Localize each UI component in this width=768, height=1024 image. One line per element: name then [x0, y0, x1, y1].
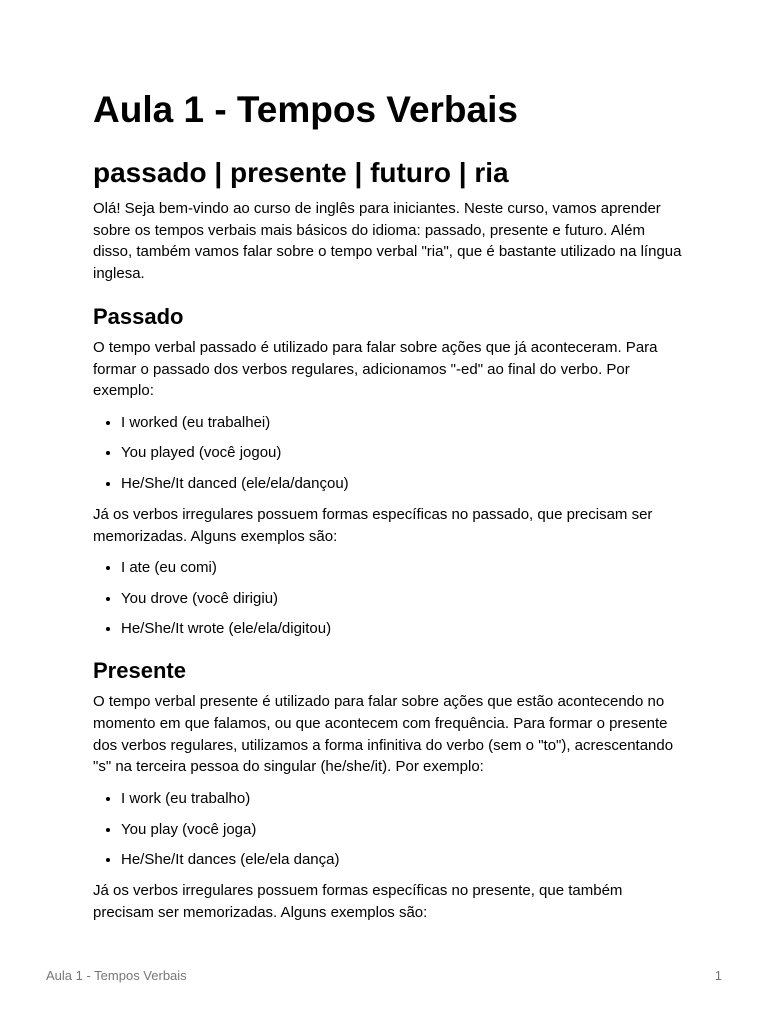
footer-page-number: 1: [714, 968, 722, 983]
list-item: • I work (eu trabalho): [121, 788, 683, 809]
list-item: • I worked (eu trabalhei): [121, 412, 683, 433]
intro-paragraph: Olá! Seja bem-vindo ao curso de inglês para iniciantes. Neste curso, vamos aprender sobre os tempos verbais mais básicos do idioma: passado, presente e futuro. Além disso, também vamos falar sobre o tempo verbal "ria", que é bastante utilizado na língua inglesa.: [93, 200, 682, 283]
presente-regular-list: [93, 788, 683, 870]
list-item: • You played (você jogou): [121, 442, 683, 463]
list-item: • He/She/It wrote (ele/ela/digitou): [121, 618, 683, 639]
list-item: • I ate (eu comi): [121, 557, 683, 578]
footer-title: Aula 1 - Tempos Verbais: [46, 968, 187, 983]
presente-paragraph-2: Já os verbos irregulares possuem formas específicas no presente, que também precisam ser memorizadas. Alguns exemplos são:: [93, 882, 623, 921]
passado-regular-list: [93, 412, 683, 494]
section-heading-passado: Passado: [93, 303, 184, 329]
list-item: • He/She/It dances (ele/ela dança): [121, 849, 683, 870]
passado-paragraph-1: O tempo verbal passado é utilizado para falar sobre ações que já aconteceram. Para formar o passado dos verbos regulares, adicionamos "-ed" ao final do verbo. Por exemplo:: [93, 338, 658, 400]
section-heading-presente: Presente: [93, 658, 186, 684]
page-title: Aula 1 - Tempos Verbais: [93, 89, 518, 130]
passado-irregular-list: [93, 557, 683, 639]
page-subtitle: passado | presente | futuro | ria: [93, 157, 509, 188]
list-item: • You drove (você dirigiu): [121, 588, 683, 609]
list-item: • He/She/It danced (ele/ela/dançou): [121, 473, 683, 494]
presente-paragraph-1: O tempo verbal presente é utilizado para falar sobre ações que estão acontecendo no momento em que falamos, ou que acontecem com frequência. Para formar o presente dos verbos regulares, utilizamos a forma infinitiva do verbo (sem o "to"), acrescentando "s" na terceira pessoa do singular (he/she/it). Por exemplo:: [93, 693, 674, 776]
page-content: [93, 88, 683, 932]
list-item: • You play (você joga): [121, 819, 683, 840]
passado-paragraph-2: Já os verbos irregulares possuem formas específicas no passado, que precisam ser memorizadas. Alguns exemplos são:: [93, 505, 653, 545]
